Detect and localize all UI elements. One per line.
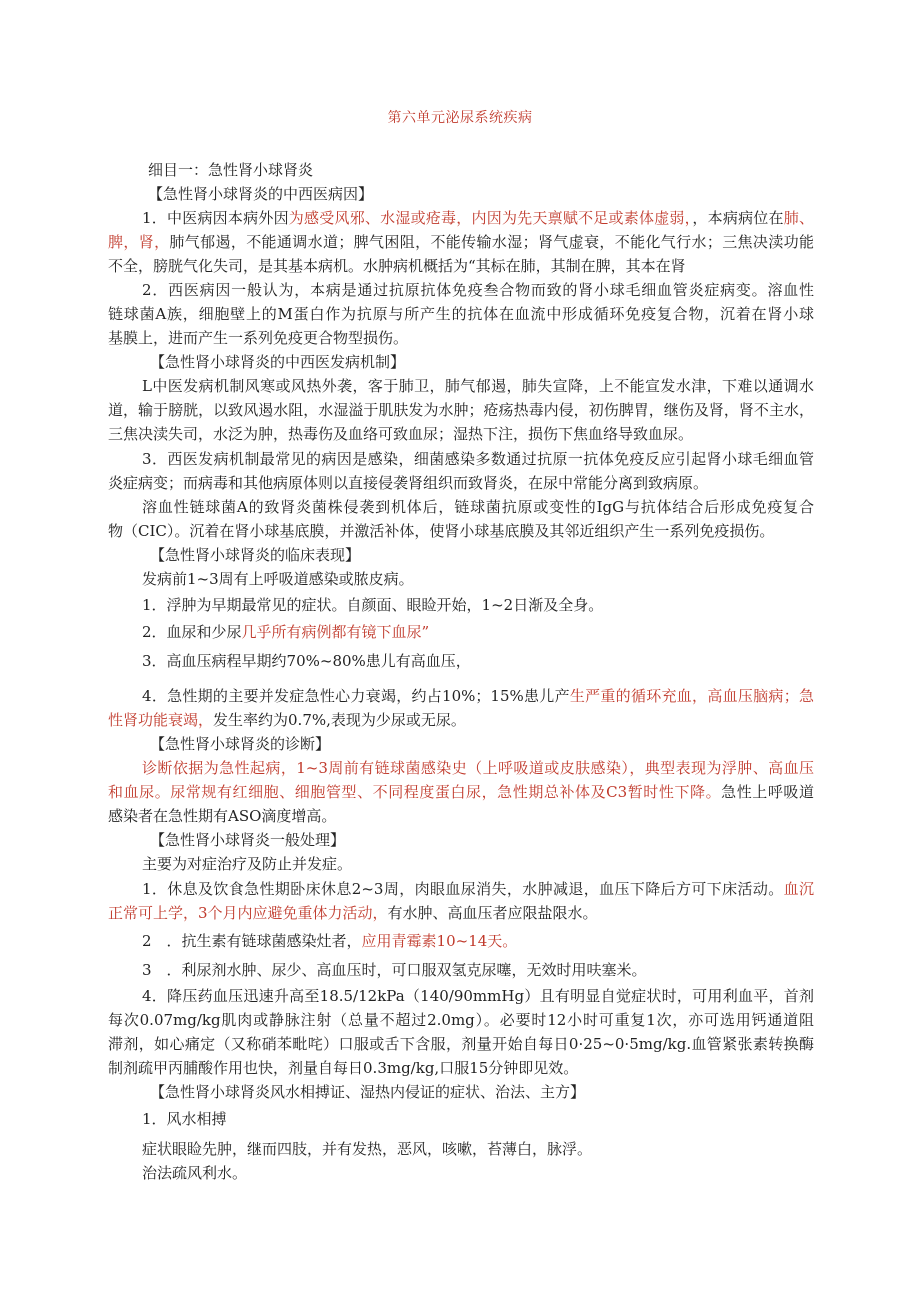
text-line: 性肾功能衰竭，发生率约为0.7%,表现为少尿或无尿。 xyxy=(108,711,466,729)
subsection-heading: 【急性肾小球肾炎的中西医发病机制】 xyxy=(150,353,406,371)
text-line: 滞剂，如心痛定（又称硝苯毗咤）口服或舌下含服，剂量开始自每日0·25~0·5mg/kg.血管紧张素转换酶 xyxy=(108,1035,814,1053)
subsection-heading: 【急性肾小球肾炎风水相搏证、湿热内侵证的症状、治法、主方】 xyxy=(150,1083,586,1101)
text-line: 炎症病变；而病毒和其他病原体则以直接侵袭肾组织而致肾炎，在尿中常能分离到致病原。 xyxy=(108,474,709,492)
section-heading: 细目一：急性肾小球肾炎 xyxy=(148,161,314,179)
subsection-heading: 【急性肾小球肾炎的中西医病因】 xyxy=(148,185,374,203)
text-line: 每次0.07mg/kg肌肉或静脉注射（总量不超过2.0mg）。必要时12小时可重复1次，亦可选用钙通道阻 xyxy=(108,1011,814,1029)
text-line: 2．西医病因一般认为，本病是通过抗原抗体免疫叁合物而致的肾小球毛细血管炎症病变。溶血性 xyxy=(142,281,814,299)
text-line: 溶血性链球菌A的致肾炎菌株侵袭到机体后，链球菌抗原或变性的IgG与抗体结合后形成免疫复合 xyxy=(142,498,814,516)
text-line: 和血尿。尿常规有红细胞、细胞管型、不同程度蛋白尿，急性期总补体及C3暂时性下降。急性上呼吸道 xyxy=(108,783,814,801)
text-line: 脾，肾，肺气郁遏，不能通调水道；脾气困阻，不能传输水湿；肾气虚衰，不能化气行水；三焦决渎功能 xyxy=(108,233,814,251)
subsection-heading: 【急性肾小球肾炎的诊断】 xyxy=(150,735,331,753)
text-line: 基膜上，进而产生一系列免疫更合物型损伤。 xyxy=(108,329,409,347)
text-line: 3．高血压病程早期约70%~80%患儿有高血压， xyxy=(142,652,471,670)
text-line: 道，输于膀胱，以致风遏水阻，水湿溢于肌肤发为水肿；疮疡热毒内侵，初伤脾胃，继伤及肾，肾不主水， xyxy=(108,401,814,419)
text-line: 4．急性期的主要并发症急性心力衰竭，约占10%；15%患儿产生严重的循环充血，高血压脑病；急 xyxy=(142,687,814,705)
page-title: 第六单元泌尿系统疾病 xyxy=(387,110,533,126)
text-line: L中医发病机制风寒或风热外袭，客于肺卫，肺气郁遏，肺失宣降，上不能宣发水津，下难以通调水 xyxy=(142,377,814,395)
text-line: 治法疏风利水。 xyxy=(142,1164,248,1182)
text-line: 正常可上学，3个月内应避免重体力活动，有水肿、高血压者应限盐限水。 xyxy=(108,904,598,922)
text-line: 2 ．抗生素有链球菌感染灶者，应用青霉素10~14天。 xyxy=(142,932,518,950)
text-line: 诊断依据为急性起病，1~3周前有链球菌感染史（上呼吸道或皮肤感染），典型表现为浮肿、高血压 xyxy=(142,759,814,777)
text-line: 1．风水相搏 xyxy=(142,1110,227,1128)
text-line: 不全，膀胱气化失司，是其基本病机。水肿病机概括为“其标在肺，其制在脾，其本在肾 xyxy=(108,257,686,275)
text-line: 1．休息及饮食急性期卧床休息2~3周，肉眼血尿消失，水肿减退，血压下降后方可下床活动。血沉 xyxy=(142,880,814,898)
text-line: 发病前1~3周有上呼吸道感染或脓皮病。 xyxy=(142,570,414,588)
text-line: 感染者在急性期有ASO滴度增高。 xyxy=(108,807,337,825)
text-line: 1．中医病因本病外因为感受风邪、水湿或疮毒，内因为先天禀赋不足或素体虚弱，，本病病位在肺、 xyxy=(142,209,814,227)
text-line: 主要为对症治疗及防止并发症。 xyxy=(142,855,353,873)
subsection-heading: 【急性肾小球肾炎一般处理】 xyxy=(150,831,346,849)
text-line: 制剂疏甲丙脯酸作用也快，剂量自每日0.3mg/kg,口服15分钟即见效。 xyxy=(108,1059,579,1077)
text-line: 症状眼睑先肿，继而四肢，并有发热，恶风，咳嗽，苔薄白，脉浮。 xyxy=(142,1140,593,1158)
text-line: 三焦决渎失司，水泛为肿，热毒伤及血络可致血尿；湿热下注，损伤下焦血络导致血尿。 xyxy=(108,425,694,443)
text-line: 1．浮肿为早期最常见的症状。自颜面、眼睑开始，1~2日渐及全身。 xyxy=(142,596,604,614)
text-line: 3．西医发病机制最常见的病因是感染，细菌感染多数通过抗原一抗体免疫反应引起肾小球毛细血管 xyxy=(142,450,814,468)
text-line: 4．降压药血压迅速升高至18.5/12kPa（140/90mmHg）且有明显自觉症状时，可用利血平，首剂 xyxy=(142,987,814,1005)
subsection-heading: 【急性肾小球肾炎的临床表现】 xyxy=(150,546,361,564)
text-line: 链球菌A族，细胞壁上的M蛋白作为抗原与所产生的抗体在血流中形成循环免疫复合物，沉着在肾小球 xyxy=(108,305,814,323)
text-line: 物（CIC）。沉着在肾小球基底膜，并激活补体，使肾小球基底膜及其邻近组织产生一系列免疫损伤。 xyxy=(108,522,775,540)
text-line: 2．血尿和少尿几乎所有病例都有镜下血尿” xyxy=(142,623,430,641)
text-line: 3 ．利尿剂水肿、尿少、高血压时，可口服双氢克尿噻，无效时用呋塞米。 xyxy=(142,961,647,979)
